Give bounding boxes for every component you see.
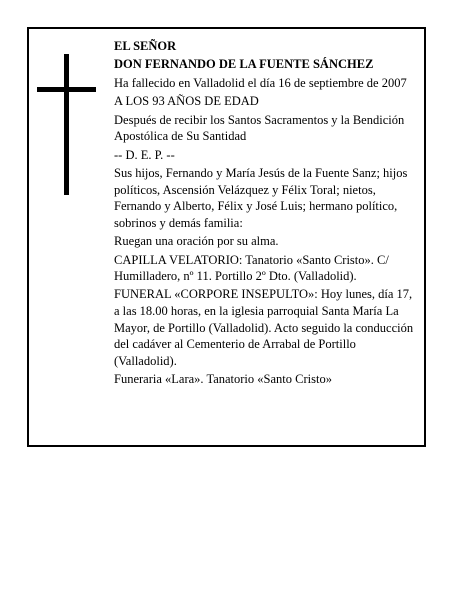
- rip-line: -- D. E. P. --: [114, 147, 175, 162]
- obituary-text: [114, 38, 414, 390]
- cross-vertical-bar: [64, 54, 69, 195]
- chapel-info: CAPILLA VELATORIO: Tanatorio «Santo Cristo». C/ Humilladero, nº 11. Portillo 2º Dto. (Valladolid).: [114, 252, 389, 284]
- funeral-info: FUNERAL «CORPORE INSEPULTO»: Hoy lunes, día 17, a las 18.00 horas, en la iglesia parroquial Santa María La Mayor, de Portillo (Valladolid). Acto seguido la conducción del cadáver al Cementerio de Arrabal de Portillo (Valladolid).: [114, 287, 414, 368]
- funeral-home-info: Funeraria «Lara». Tanatorio «Santo Cristo»: [114, 372, 332, 387]
- death-statement: Ha fallecido en Valladolid el día 16 de septiembre de 2007: [114, 75, 407, 90]
- sacraments-statement: Después de recibir los Santos Sacramentos y la Bendición Apostólica de Su Santidad: [114, 112, 405, 144]
- cross-horizontal-bar: [37, 87, 96, 92]
- age-statement: A LOS 93 AÑOS DE EDAD: [114, 94, 259, 109]
- prayer-request: Ruegan una oración por su alma.: [114, 234, 279, 249]
- family-statement: Sus hijos, Fernando y María Jesús de la Fuente Sanz; hijos políticos, Ascensión Velázquez y Félix Toral; nietos, Fernando y Alberto, Félix y José Luis; hermano político, sobrinos y demás familia:: [114, 165, 408, 230]
- obituary-title: EL SEÑOR: [114, 39, 177, 53]
- deceased-name: DON FERNANDO DE LA FUENTE SÁNCHEZ: [114, 57, 374, 72]
